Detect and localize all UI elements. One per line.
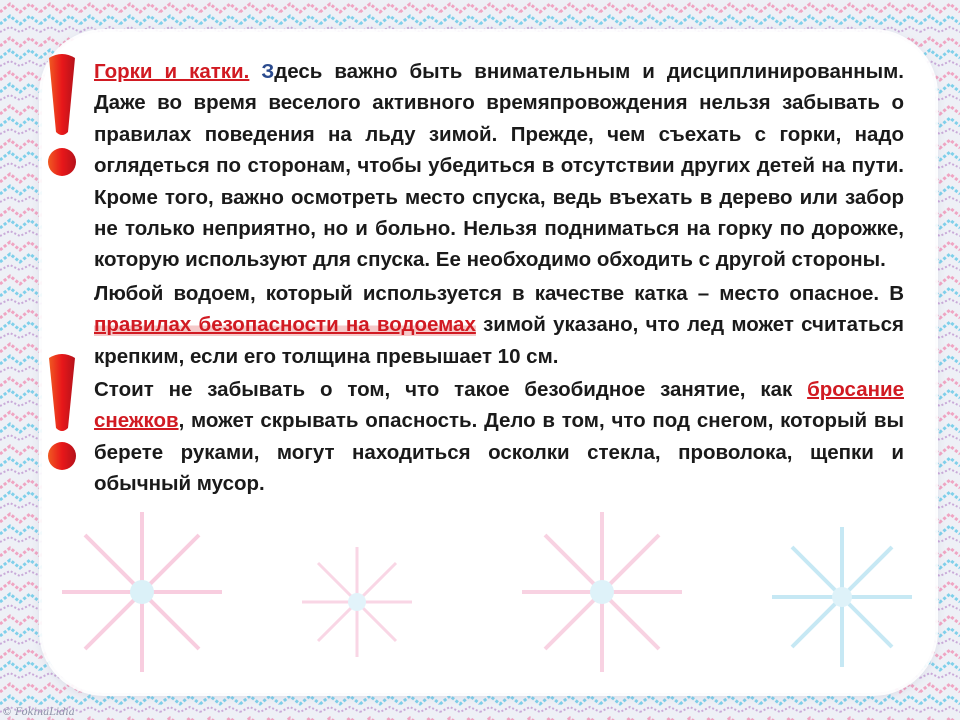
paragraph-text: , может скрывать опасность. Дело в том, что под снегом, который вы берете руками, могут находиться осколки стекла, проволока, щепки и обычный мусор. bbox=[94, 409, 904, 496]
paragraph-sledding bbox=[94, 56, 904, 276]
paragraph-text: Любой водоем, который используется в качестве катка – место опасное. В bbox=[94, 281, 904, 305]
keyword-sledding: Горки и катки. bbox=[94, 60, 250, 83]
paragraph-text: десь важно быть внимательным и дисциплинированным. Даже во время веселого активного времяпровождения нельзя забывать о правилах поведения на льду зимой. Прежде, чем съехать с горки, надо оглядеться по сторонам, чтобы убедиться в отсутствии других детей на пути. Кроме того, важно осмотреть место спуска, ведь въехать в дерево или забор не только неприятно, но и больно. Нельзя подниматься на горку по дорожке, которую используют для спуска. Ее необходимо обходить с другой стороны. bbox=[94, 60, 905, 272]
first-letter: З bbox=[261, 60, 275, 83]
exclamation-icon bbox=[44, 350, 80, 475]
exclamation-icon bbox=[44, 50, 80, 185]
paragraph-snowballs bbox=[94, 374, 904, 500]
keyword-water-safety: правилах безопасности на водоемах bbox=[94, 313, 476, 337]
snowflake-icon bbox=[302, 547, 412, 657]
content-card bbox=[42, 32, 935, 693]
keyword-snowballs: бросание снежков bbox=[94, 378, 904, 433]
body-text bbox=[94, 56, 904, 502]
paragraph-text: зимой указано, что лед может считаться крепким, если его толщина превышает 10 см. bbox=[94, 313, 904, 368]
snowflake-icon bbox=[522, 512, 682, 672]
paragraph-ice-rink bbox=[94, 278, 904, 372]
snowflake-icon bbox=[772, 527, 912, 667]
copyright: © FokinaLidia bbox=[2, 707, 75, 718]
snowflake-icon bbox=[62, 512, 222, 672]
paragraph-text: Стоит не забывать о том, что такое безобидное занятие, как bbox=[94, 378, 808, 402]
